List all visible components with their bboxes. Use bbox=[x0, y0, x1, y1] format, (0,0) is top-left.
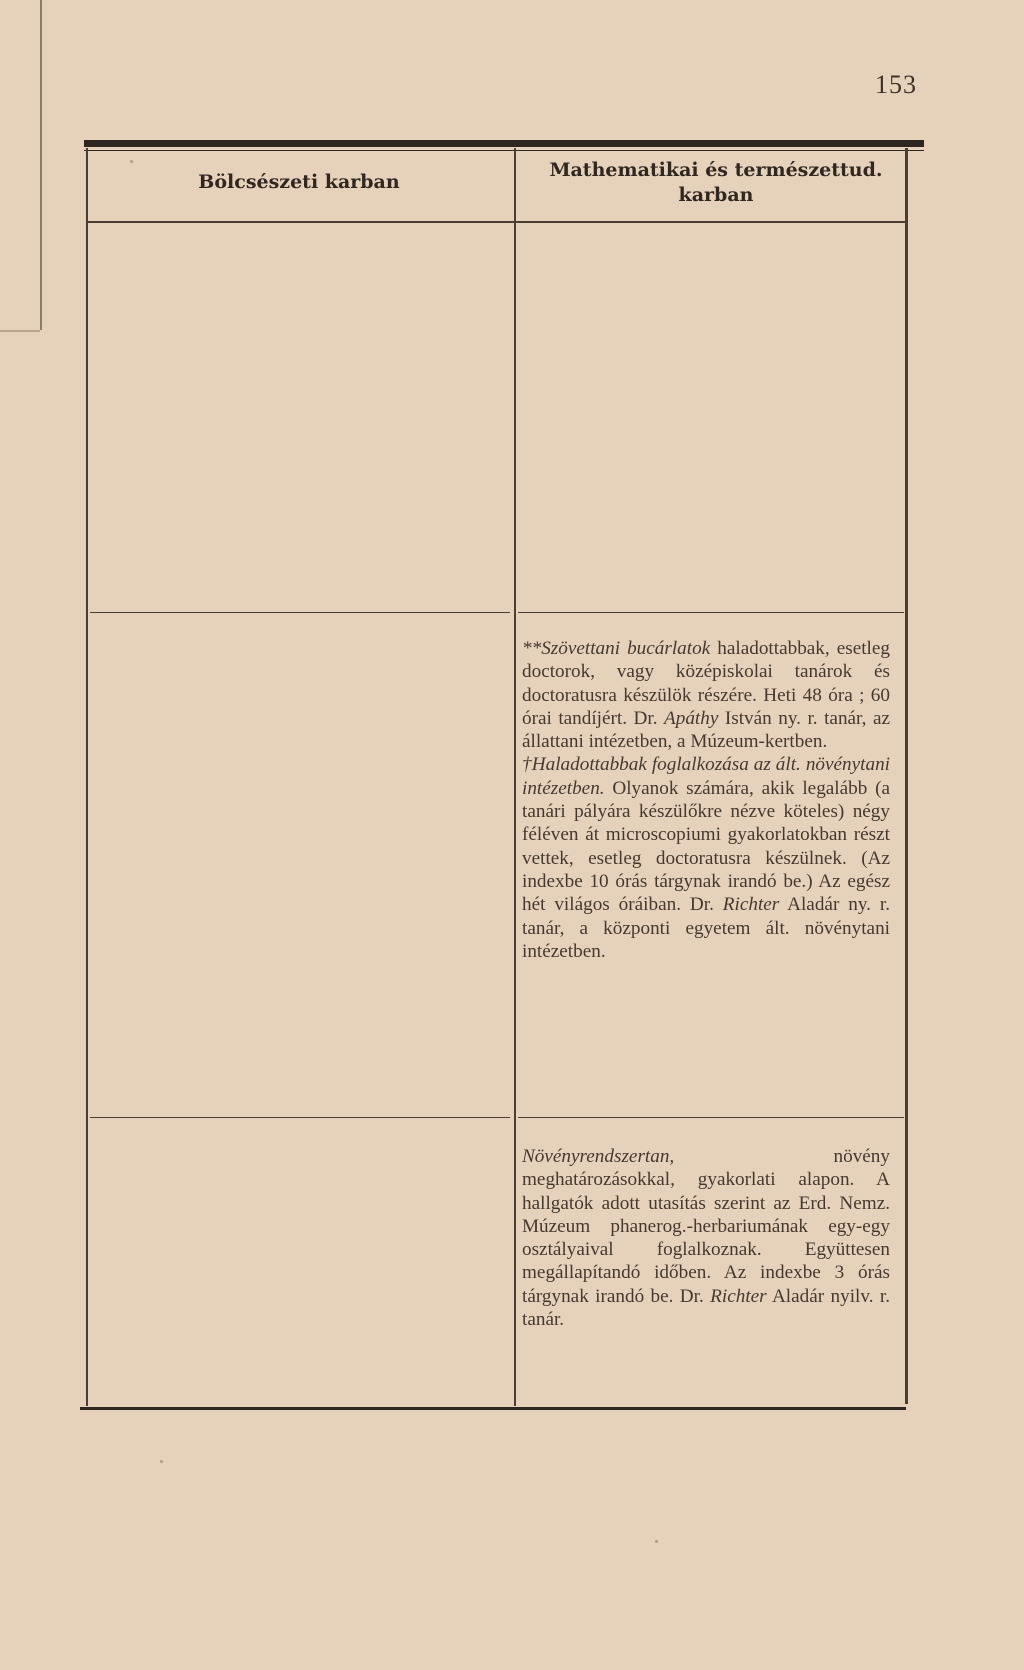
header-right: Mathematikai és természettud. karban bbox=[549, 159, 883, 206]
course-description: haladottabbak, esetleg doctorok, vagy középiskolai tanárok és doctoratusra készülök részére. Heti 48 óra ; 60 órai tandíjért. Dr. bbox=[522, 638, 890, 729]
header-bottom-rule bbox=[86, 221, 906, 223]
row2-left-rule bbox=[90, 1117, 510, 1118]
course-description: Olyanok számára, akik legalább (a tanári pályára készülőkre nézve köteles) négy féléven át microscopiumi gyakorlatokban részt vettek, esetleg doctoratusra készülnek. (Az indexbe 10 órás tárgynak irandó be.) Az egész hét világos óráiban. Dr. bbox=[522, 777, 890, 916]
paper-speck bbox=[160, 1460, 163, 1463]
page-edge-mark bbox=[0, 330, 40, 332]
course-location: Aladár nyilv. r. tanár. bbox=[522, 1285, 890, 1331]
row1-left-rule bbox=[90, 612, 510, 613]
table-bottom-rule bbox=[80, 1407, 906, 1410]
row2-right-rule bbox=[518, 1117, 904, 1118]
paper-speck bbox=[130, 160, 133, 163]
row1-right-rule bbox=[518, 612, 904, 613]
course-title: **Szövettani bucárlatok bbox=[522, 638, 711, 659]
course-description: növény meghatározásokkal, gyakorlati alapon. A hallgatók adott utasítás szerint az Erd. Nemz. Múzeum phanerog.-herbariumának egy-egy osztályaival foglalkoznak. Együttesen megállapítandó időben. Az indexbe 3 órás tárgynak irandó be. Dr. bbox=[522, 1146, 890, 1307]
course-title: Növényrendszertan, bbox=[522, 1146, 675, 1167]
header-left: Bölcsészeti karban bbox=[198, 171, 400, 193]
course-title: †Haladottabbak foglalkozása az ált. növénytani intézetben. bbox=[522, 754, 890, 799]
table-top-thin-rule bbox=[84, 150, 924, 151]
table-left-border bbox=[86, 148, 88, 1406]
course-location: Aladár ny. r. tanár, a központi egyetem ált. növénytani intézetben. bbox=[522, 894, 890, 962]
page-number: 153 bbox=[875, 70, 917, 99]
table-top-thick-rule bbox=[84, 140, 924, 147]
table-middle-divider bbox=[514, 148, 516, 1406]
page-edge-line bbox=[40, 0, 42, 330]
instructor-name: Richter bbox=[710, 1285, 767, 1307]
instructor-name: Richter bbox=[722, 894, 780, 916]
course-entry-plant-systematics bbox=[522, 1145, 890, 1331]
table-right-border bbox=[905, 148, 908, 1404]
course-entry-tissue-studies bbox=[522, 637, 890, 963]
instructor-name: Apáthy bbox=[664, 707, 719, 729]
course-location: István ny. r. tanár, az állattani intézetben, a Múzeum-kertben. bbox=[522, 707, 890, 753]
paper-speck bbox=[655, 1540, 658, 1543]
